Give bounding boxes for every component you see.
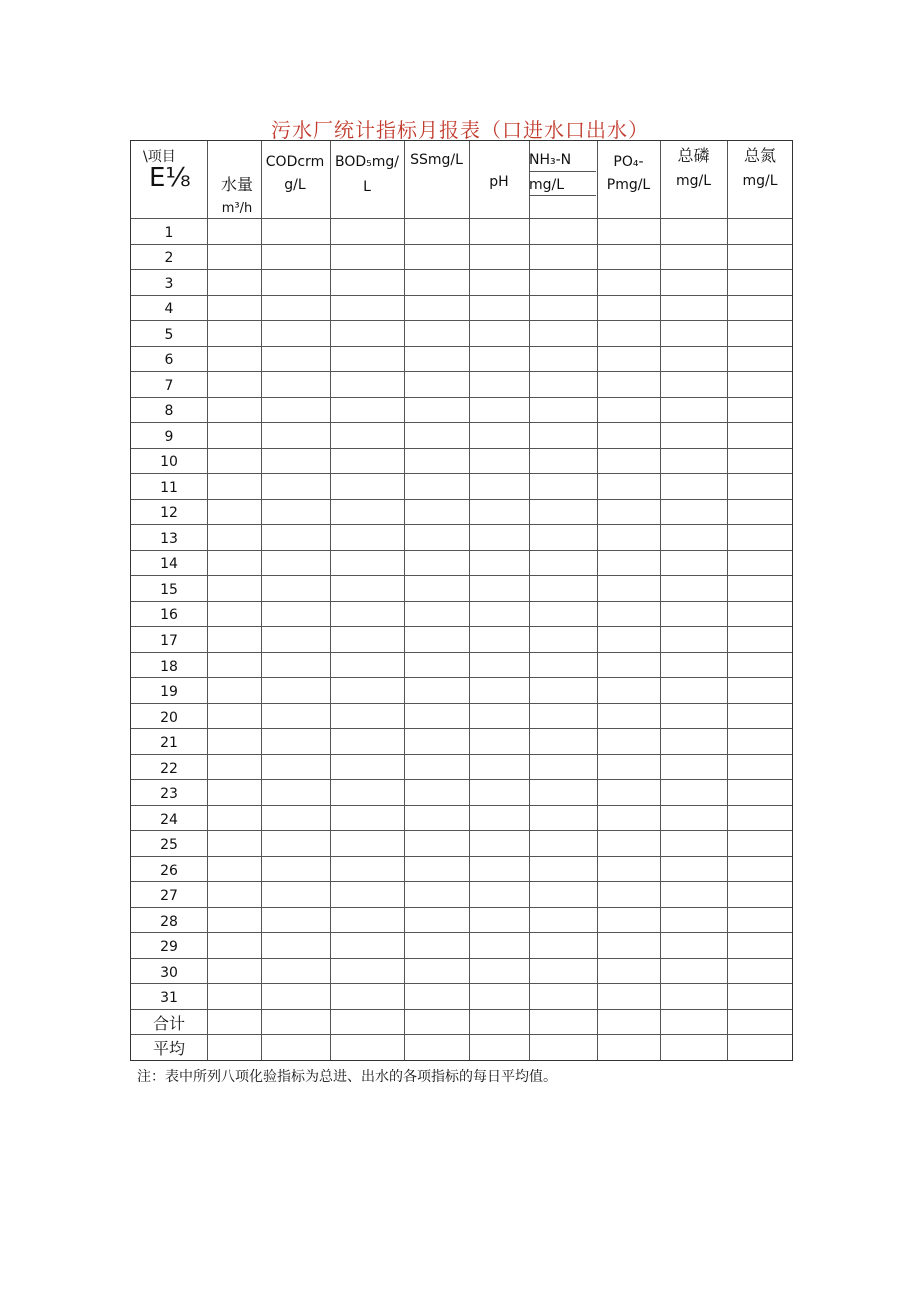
- row-divider: [131, 1034, 792, 1035]
- row-label: 1: [164, 224, 174, 241]
- row-label: 17: [160, 633, 178, 649]
- row-label: 14: [160, 556, 178, 573]
- row-divider: [131, 575, 792, 576]
- row-divider: [131, 448, 792, 449]
- row-label: 30: [160, 964, 178, 981]
- row-label: 13: [160, 530, 178, 547]
- row-label: 8: [164, 403, 174, 420]
- row-divider: [131, 499, 792, 500]
- header-cod: CODcrm: [265, 154, 325, 170]
- header-water-unit: m³/h: [221, 201, 253, 216]
- row-divider: [131, 244, 792, 245]
- row-label: 26: [160, 862, 178, 879]
- row-label: 18: [160, 658, 178, 675]
- header-ph: pH: [489, 174, 509, 190]
- row-divider: [131, 320, 792, 321]
- header-total-phosphorus: 总磷: [677, 146, 710, 165]
- row-divider: [131, 907, 792, 908]
- header-nh3-divider: [530, 171, 596, 172]
- page-title: 污水厂统计指标月报表（口进水口出水）: [271, 118, 649, 142]
- row-divider: [131, 473, 792, 474]
- row-divider: [131, 958, 792, 959]
- row-label: 11: [160, 479, 178, 496]
- row-label: 28: [160, 913, 178, 930]
- row-label: 21: [160, 735, 178, 752]
- row-divider: [131, 626, 792, 627]
- row-divider: [131, 550, 792, 551]
- row-divider: [131, 703, 792, 704]
- row-label: 3: [164, 275, 174, 292]
- row-divider: [131, 422, 792, 423]
- row-label: 4: [164, 301, 174, 318]
- row-label: 10: [160, 454, 178, 471]
- row-label: 平均: [152, 1039, 185, 1059]
- header-po4-unit: Pmg/L: [606, 177, 651, 193]
- row-divider: [131, 677, 792, 678]
- row-label: 22: [160, 760, 178, 777]
- row-divider: [131, 371, 792, 372]
- row-label: 29: [160, 939, 178, 956]
- row-label: 12: [160, 505, 178, 522]
- row-label: 15: [160, 581, 178, 598]
- header-total-nitrogen: 总氮: [743, 146, 776, 165]
- row-divider: [131, 397, 792, 398]
- row-label: 7: [164, 377, 174, 394]
- header-divider: [131, 218, 792, 219]
- row-divider: [131, 754, 792, 755]
- row-divider: [131, 805, 792, 806]
- row-label: 9: [164, 428, 174, 445]
- row-label: 20: [160, 709, 178, 726]
- header-corner-top: \项目: [143, 149, 176, 165]
- header-water-volume: 水量: [220, 175, 253, 194]
- row-divider: [131, 1009, 792, 1010]
- header-total-nitrogen-unit: mg/L: [742, 173, 778, 189]
- row-divider: [131, 269, 792, 270]
- header-ss: SSmg/L: [410, 152, 463, 168]
- row-label: 27: [160, 888, 178, 905]
- row-divider: [131, 830, 792, 831]
- row-divider: [131, 983, 792, 984]
- header-nh3-unit: mg/L: [529, 177, 565, 193]
- report-table: [130, 140, 793, 1061]
- row-divider: [131, 932, 792, 933]
- row-label: 23: [160, 786, 178, 803]
- header-corner-bottom: E⅛: [149, 163, 191, 193]
- row-label: 24: [160, 811, 178, 828]
- row-divider: [131, 601, 792, 602]
- row-divider: [131, 728, 792, 729]
- row-label: 合计: [152, 1013, 185, 1033]
- row-label: 16: [160, 607, 178, 624]
- row-label: 6: [164, 352, 174, 369]
- header-po4: PO₄-: [613, 154, 644, 170]
- row-divider: [131, 881, 792, 882]
- header-bod: BOD₅mg/: [334, 154, 399, 170]
- header-total-phosphorus-unit: mg/L: [675, 173, 712, 189]
- header-nh3: NH₃-N: [529, 152, 572, 168]
- row-divider: [131, 779, 792, 780]
- row-label: 2: [164, 250, 174, 267]
- row-divider: [131, 346, 792, 347]
- header-nh3-divider-2: [530, 195, 596, 196]
- row-label: 31: [160, 990, 178, 1007]
- footnote: 注：表中所列八项化验指标为总进、出水的各项指标的每日平均值。: [137, 1069, 557, 1085]
- header-bod-unit: L: [363, 179, 371, 195]
- row-divider: [131, 856, 792, 857]
- row-label: 25: [160, 837, 178, 854]
- header-cod-unit: g/L: [284, 177, 306, 193]
- row-label: 5: [164, 326, 174, 343]
- row-divider: [131, 524, 792, 525]
- row-divider: [131, 652, 792, 653]
- row-label: 19: [160, 684, 178, 701]
- row-divider: [131, 295, 792, 296]
